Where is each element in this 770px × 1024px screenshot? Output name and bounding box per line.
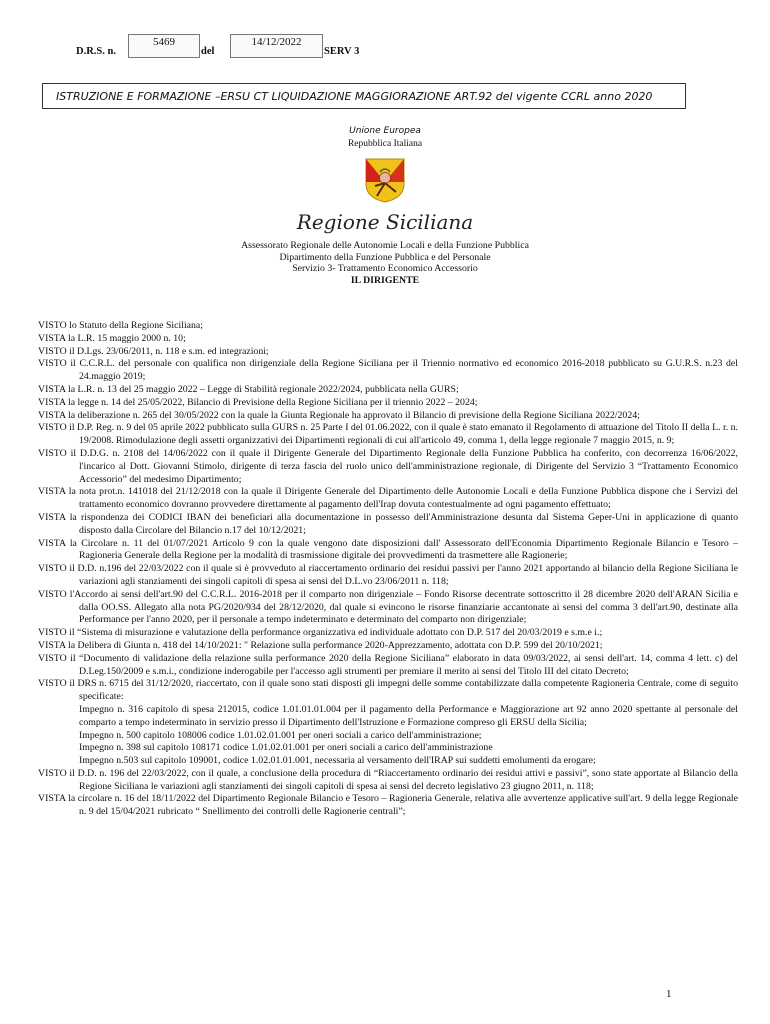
impegno-item: Impegno n. 500 capitolo 108006 codice 1.01.02.01.001 per oneri sociali a carico dell'amministrazione;	[79, 729, 482, 741]
paragraph: VISTO il “Sistema di misurazione e valutazione della performance organizzativa ed individuale adottato con D.P. 517 del 20/03/2019 e s.m.e i.;	[38, 627, 603, 639]
paragraph: VISTA la circolare n. 16 del 18/11/2022 del Dipartimento Regionale Bilancio e Tesoro – Ragioneria Generale, relativa alle avvertenze applicative sull'art. 9 della legge Regionale n. 9 del 15/04/2021 rubricato “ Snellimento dei controlli delle Ragionerie centrali”;	[38, 793, 738, 818]
drs-6715-intro: VISTO il DRS n. 6715 del 31/12/2020, riaccertato, con il quale sono stati disposti gli impegni delle somme contabilizzate dalla competente Ragioneria Centrale, come di seguito specificate:	[38, 678, 738, 703]
paragraph: VISTO il D.Lgs. 23/06/2011, n. 118 e s.m. ed integrazioni;	[38, 345, 269, 357]
assessorato-line: Assessorato Regionale delle Autonomie Locali e della Funzione Pubblica	[241, 240, 529, 251]
paragraph: VISTO il “Documento di validazione della relazione sulla performance 2020 della Regione Siciliana” elaborato in data 09/03/2022, ai sensi dell'art. 14, comma 4 lett. c) del D.Leg.150/2009 e s.m.i., condizione inderogabile per l'accesso agli strumenti per premiare il merito ai sensi del Titolo III del citato Decreto;	[38, 652, 738, 677]
drs-6715-paragraph	[38, 678, 738, 768]
paragraph: VISTO lo Statuto della Regione Siciliana;	[38, 320, 203, 331]
paragraph: VISTA la rispondenza dei CODICI IBAN dei beneficiari alla documentazione in possesso dell'Amministrazione desunta dal Sistema Geper-Uni in applicazione di quanto disposto dalla Circolare del Bilancio n.17 del 10/12/2021;	[38, 511, 738, 536]
paragraph: VISTA la legge n. 14 del 25/05/2022, Bilancio di Previsione della Regione Siciliana per il triennio 2022 – 2024;	[38, 396, 478, 408]
page-number: 1	[666, 988, 672, 1000]
repubblica-italiana: Repubblica Italiana	[347, 139, 423, 149]
unione-europea: Unione Europea	[349, 126, 421, 136]
paragraph: VISTA la L.R. n. 13 del 25 maggio 2022 – Legge di Stabilità regionale 2022/2024, pubblicata nella GURS;	[38, 383, 459, 395]
dipartimento-line: Dipartimento della Funzione Pubblica e del Personale	[279, 251, 491, 263]
paragraph: VISTA la deliberazione n. 265 del 30/05/2022 con la quale la Giunta Regionale ha approvato il Bilancio di previsione della Regione Siciliana 2022/2024;	[38, 409, 640, 421]
impegno-item: Impegno n. 398 sul capitolo 108171 codice 1.01.02.01.001 per oneri sociali a carico dell'amministrazione	[79, 742, 493, 754]
region-emblem-icon	[363, 156, 407, 204]
paragraph: VISTO il D.D.G. n. 2108 del 14/06/2022 con il quale il Dirigente Generale del Dipartimento Regionale della Funzione Pubblica ha conferito, con decorrenza 16/06/2022, l'incarico al Dott. Giovanni Stimolo, dirigente di terza fascia del ruolo unico dell'amministrazione regionale, di Dirigente del Servizio 3 “Trattamento Economico Accessorio” del medesimo Dipartimento;	[38, 447, 738, 485]
paragraph: VISTA la Circolare n. 11 del 01/07/2021 Articolo 9 con la quale vengono date disposizioni dall' Assessorato dell'Economia Dipartimento Regionale Bilancio e Tesoro – Ragioneria Generale della Regione per la modalità di trasmissione digitale dei provvedimenti da trasmettere alle Ragionerie;	[38, 537, 738, 562]
date-field: 14/12/2022	[230, 34, 323, 58]
dirigente-heading: IL DIRIGENTE	[350, 274, 420, 286]
paragraph: VISTO l'Accordo ai sensi dell'art.90 del C.C.R.L. 2016-2018 per il comparto non dirigenziale – Fondo Risorse decentrate sottoscritto il 28 dicembre 2020 dell'ARAN Sicilia e dalla OO.SS. Allegato alla nota PG/2020/934 del 28/12/2020, dal quale si evincono le risorse finanziarie accantonate ai sensi del comma 3 dell'art.90, destinate alla Performance per l'anno 2020, per il personale a tempo indeterminato e determinato del comparto non dirigenziale;	[38, 588, 738, 626]
serv-label: SERV 3	[324, 46, 360, 57]
paragraph: VISTA la nota prot.n. 141018 del 21/12/2018 con la quale il Dirigente Generale del Dipartimento delle Autonomie Locali e della Funzione Pubblica dispone che i Servizi del trattamento economico dovranno provvedere direttamente al pagamento dell'Irap dovuta contestualmente ad ogni pagamento effettuato;	[38, 486, 738, 511]
paragraph: VISTA la L.R. 15 maggio 2000 n. 10;	[38, 332, 186, 344]
subject-box: ISTRUZIONE E FORMAZIONE –ERSU CT LIQUIDAZIONE MAGGIORAZIONE ART.92 del vigente CCRL anno 2020	[42, 83, 686, 109]
regione-siciliana-title: Regione Siciliana	[296, 210, 474, 234]
paragraph: VISTO il D.P. Reg. n. 9 del 05 aprile 2022 pubblicato sulla GURS n. 25 Parte I del 01.06.2022, con il quale è stato emanato il Regolamento di attuazione del Titolo II della L. r. n. 19/2008. Rimodulazione degli assetti organizzativi dei Dipartimenti regionali di cui all'articolo 49, comma 1, della legge regionale 7 maggio 2015, n. 9;	[38, 422, 738, 447]
department-block	[0, 240, 770, 286]
drs-label: D.R.S. n.	[76, 46, 116, 57]
drs-number-field: 5469	[128, 34, 200, 58]
paragraph: VISTO il D.D. n. 196 del 22/03/2022, con il quale, a conclusione della procedura di “Riaccertamento ordinario dei residui attivi e passivi”, sono state apportate al Bilancio della Regione Siciliana le variazioni agli stanziamenti dei singoli capitoli di spesa ai sensi del decreto legislativo 23 giugno 2011, n. 118;	[38, 767, 738, 792]
paragraph: VISTO il C.C.R.L. del personale con qualifica non dirigenziale della Regione Siciliana per il Triennio normativo ed economico 2016-2018 pubblicato su G.U.R.S. n.23 del 24.maggio 2019;	[38, 358, 738, 383]
paragraph: VISTO il D.D. n.196 del 22/03/2022 con il quale si è provveduto al riaccertamento ordinario dei residui passivi per l'anno 2021 apportando al bilancio della Regione Siciliana le variazioni agli stanziamenti dei singoli capitoli di spesa ai sensi del D.L.vo 23/06/2011 n. 118;	[38, 563, 738, 587]
impegno-item: Impegno n. 316 capitolo di spesa 212015, codice 1.01.01.01.004 per il pagamento della Performance e Maggiorazione art 92 anno 2020 spettante al personale del comparto a tempo indeterminato in servizio presso il Dipartimento dell'Istruzione e Formazione compreso gli ERSU della Sicilia;	[79, 703, 738, 728]
del-label: del	[201, 46, 215, 57]
decree-body	[38, 320, 738, 819]
servizio-line: Servizio 3- Trattamento Economico Accessorio	[292, 263, 478, 275]
paragraph: VISTA la Delibera di Giunta n. 418 del 14/10/2021: " Relazione sulla performance 2020-Apprezzamento, adottata con D.P. 599 del 20/10/2021;	[38, 639, 603, 651]
impegno-item: Impegno n.503 sul capitolo 109001, codice 1.02.01.01.001, necessaria al versamento dell'IRAP sui suddetti emolumenti da erogare;	[79, 755, 596, 767]
